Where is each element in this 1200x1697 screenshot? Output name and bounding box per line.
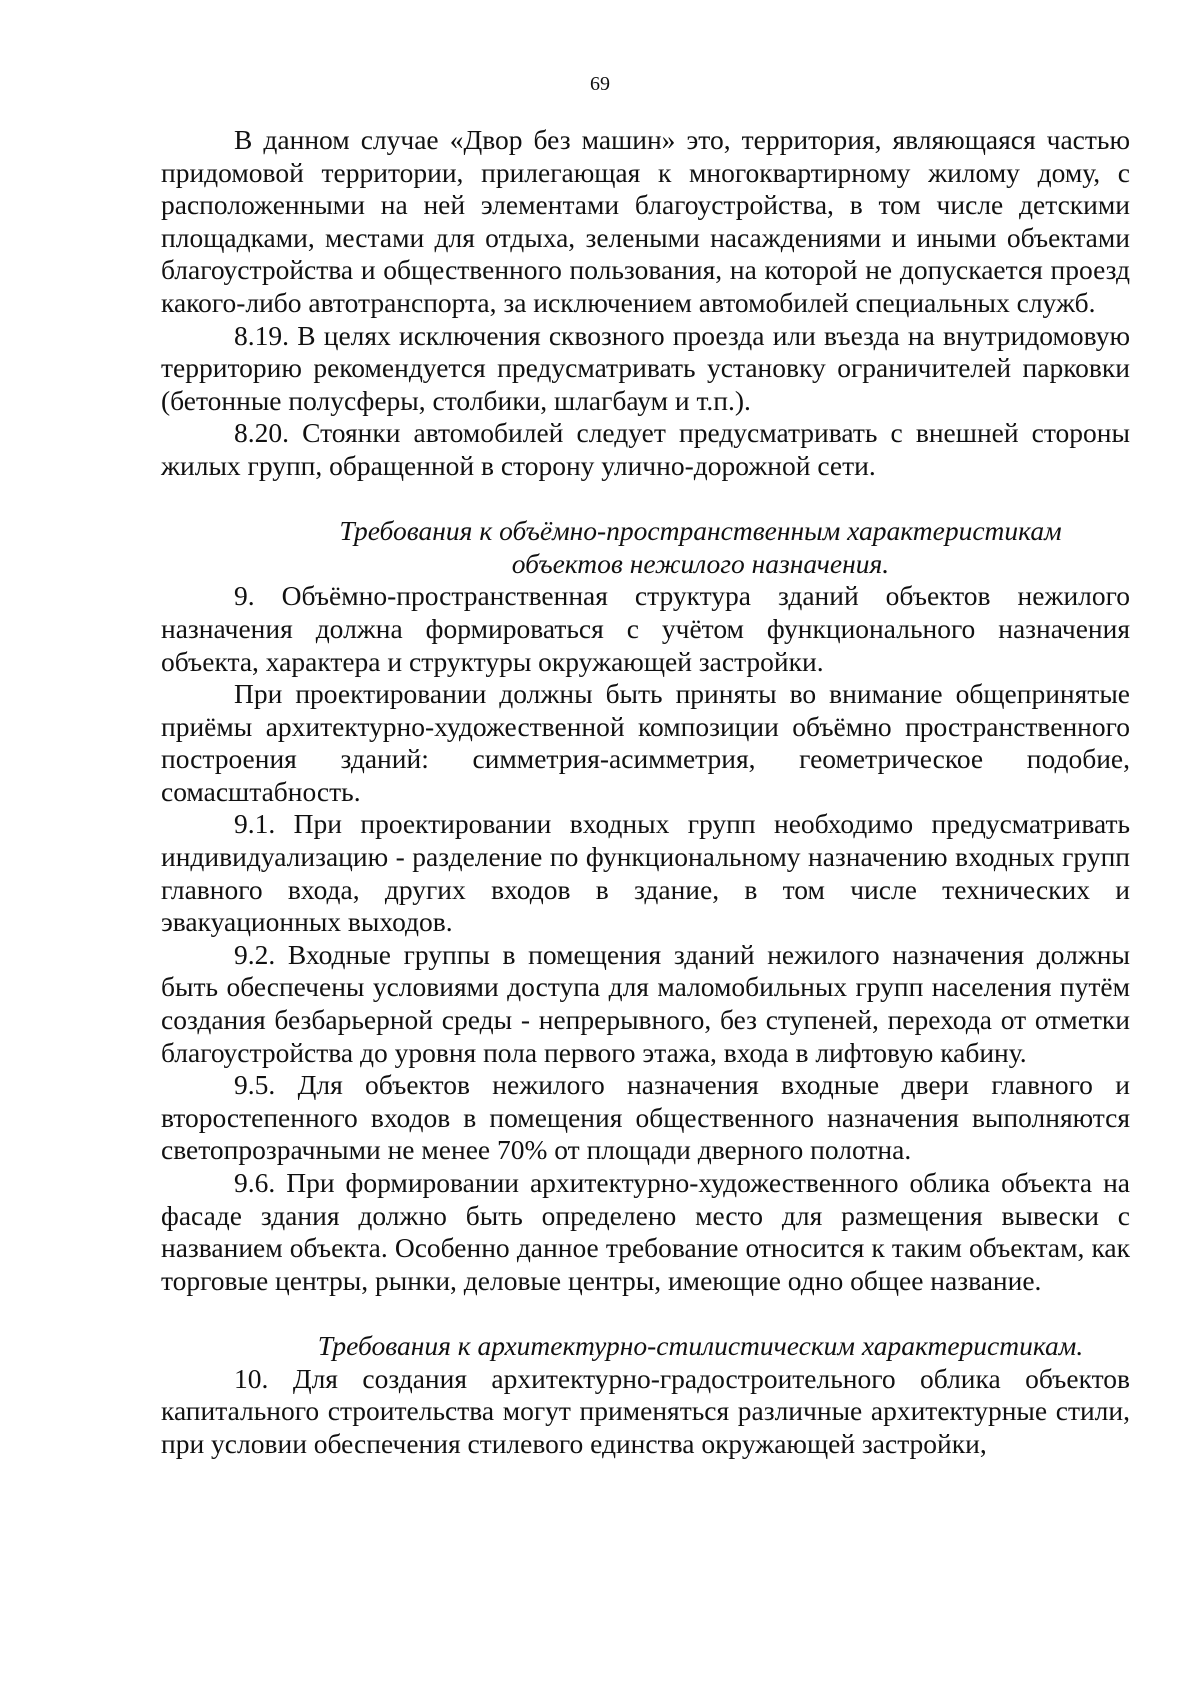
paragraph-9-5: 9.5. Для объектов нежилого назначения входные двери главного и второстепенного входов в помещения общественного назначения выполняются светопрозрачными не менее 70% от площади дверного полотна. (161, 1069, 1130, 1166)
paragraph-8-19: 8.19. В целях исключения сквозного проезда или въезда на внутридомовую территорию рекомендуется предусматривать установку ограничителей парковки (бетонные полусферы, столбики, шлагбаум и т.п.). (161, 319, 1130, 416)
paragraph-9-6: 9.6. При формировании архитектурно-художественного облика объекта на фасаде здания должно быть определено место для размещения вывески с названием объекта. Особенно данное требование относится к таким объектам, как торговые центры, рынки, деловые центры, имеющие одно общее название. (161, 1167, 1130, 1296)
paragraph-9: 9. Объёмно-пространственная структура зданий объектов нежилого назначения должна формироваться с учётом функционального назначения объекта, характера и структуры окружающей застройки. (161, 580, 1130, 677)
page-number: 69 (590, 73, 610, 95)
paragraph-9-1: 9.1. При проектировании входных групп необходимо предусматривать индивидуализацию - разделение по функциональному назначению входных групп главного входа, других входов в здание, в том числе технических и эвакуационных выходов. (161, 808, 1130, 938)
section-heading-volume-spatial (161, 515, 1130, 580)
paragraph-courtyard-definition: В данном случае «Двор без машин» это, территория, являющаяся частью придомовой территории, прилегающая к многоквартирному жилому дому, с расположенными на ней элементами благоустройства, в том числе детскими площадками, местами для отдыха, зелеными насаждениями и иными объектами благоустройства и общественного пользования, на которой не допускается проезд какого-либо автотранспорта, за исключением автомобилей специальных служб. (161, 124, 1130, 318)
section-heading-stylistic (161, 1330, 1130, 1363)
section-heading-line: Требования к архитектурно-стилистическим характеристикам. (317, 1329, 1084, 1361)
section-heading-line: объектов нежилого назначения. (511, 547, 890, 579)
paragraph-10: 10. Для создания архитектурно-градостроительного облика объектов капитального строительства могут применяться различные архитектурные стили, при условии обеспечения стилевого единства окружающей застройки, (161, 1362, 1130, 1459)
section-spacer (161, 483, 1130, 516)
paragraph-9-2: 9.2. Входные группы в помещения зданий нежилого назначения должны быть обеспечены условиями доступа для маломобильных групп населения путём создания безбарьерной среды - непрерывного, без ступеней, перехода от отметки благоустройства до уровня пола первого этажа, входа в лифтовую кабину. (161, 938, 1130, 1068)
page-body (161, 124, 1130, 1460)
paragraph-8-20: 8.20. Стоянки автомобилей следует предусматривать с внешней стороны жилых групп, обращенной в сторону улично-дорожной сети. (161, 417, 1130, 481)
section-heading-line: Требования к объёмно-пространственным характеристикам (339, 515, 1062, 547)
paragraph-9-design-techniques: При проектировании должны быть приняты во внимание общепринятые приёмы архитектурно-художественной композиции объёмно пространственного построения зданий: симметрия-асимметрия, геометрическое подобие, сомасштабность. (161, 678, 1130, 807)
section-spacer (161, 1297, 1130, 1330)
